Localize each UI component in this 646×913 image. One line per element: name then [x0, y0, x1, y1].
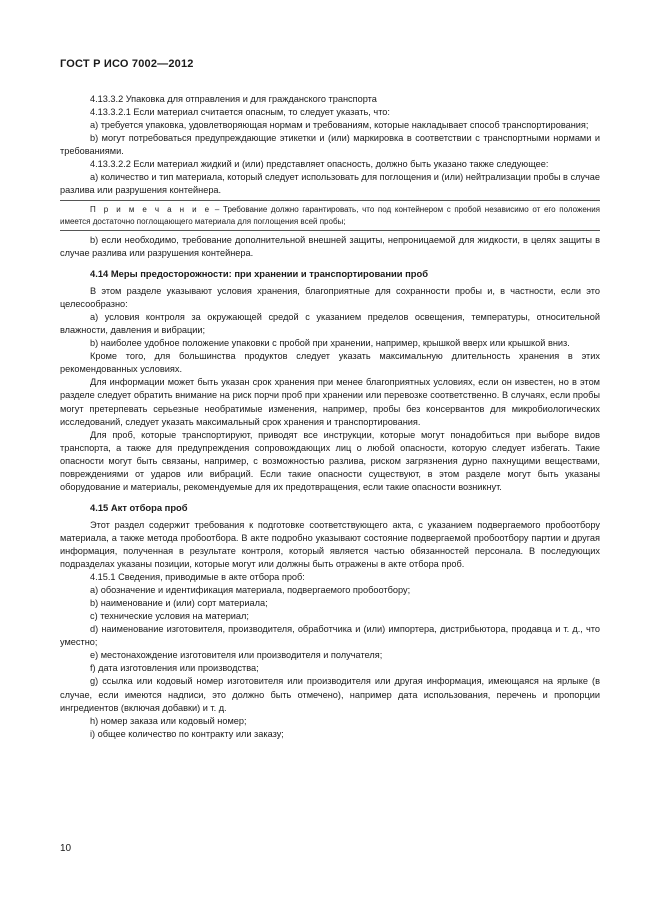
list-item: d) наименование изготовителя, производителя, обработчика и (или) импортера, дистрибьютора, продавца и т. д., что уместно; — [60, 624, 600, 648]
paragraph: Для информации может быть указан срок хранения при менее благоприятных условиях, если он известен, но в этом разделе следует обратить внимание на риск порчи проб при хранении или перевозке соответственно. В случаях, если пробы могут претерпевать серьезные необратимые изменения, например, пробы без консервантов для микробиологических исследований, следует указать максимальный срок хранения и транспортирования. — [60, 377, 600, 427]
paragraph: 4.13.3.2.1 Если материал считается опасным, то следует указать, что: — [90, 107, 390, 118]
list-item: b) если необходимо, требование дополнительной внешней защиты, непроницаемой для жидкости, в целях защиты в случае разлива или разрушения контейнера. — [60, 234, 600, 259]
page-number: 10 — [60, 843, 72, 854]
list-item: e) местонахождение изготовителя или производителя и получателя; — [90, 650, 383, 661]
note-top-rule — [60, 200, 600, 201]
document-header: ГОСТ Р ИСО 7002—2012 — [60, 58, 194, 70]
note — [60, 204, 600, 227]
list-item: h) номер заказа или кодовый номер; — [90, 715, 247, 726]
list-item: c) технические условия на материал; — [90, 611, 249, 622]
list-item: a) количество и тип материала, который следует использовать для поглощения и (или) нейтрализации пробы в случае разлива или разрушения контейнера. — [60, 172, 601, 196]
page-body — [60, 93, 600, 741]
note-text: – Требование должно гарантировать, что под контейнером с пробой независимо от его положения имеется достаточно поглощающего материала для поглощения всей пробы; — [60, 205, 601, 226]
note-label: П р и м е ч а н и е — [90, 205, 212, 215]
note-bottom-rule — [60, 230, 600, 231]
paragraph: Для проб, которые транспортируют, приводят все инструкции, которые могут понадобиться при выборе видов транспорта, а также для предупреждения сопровождающих лиц о любой опасности, которую следует избегать. Такие опасности могут быть связаны, например, с возможностью разлива, риском загрязнения дурно пахнущими веществами, повреждениями от ударов или вибраций. Если такие опасности существуют, в этом разделе могут быть указаны оборудование и материалы, рекомендуемые для их предотвращения, если такие опасности возникнут. — [60, 429, 600, 492]
list-item: g) ссылка или кодовый номер изготовителя или производителя или другая информация, имеющаяся на ярлыке (в случае, если имеются надписи, это должно быть отмечено), например дата использования, перечень и пропорции ингредиентов (включая добавки) и т. д. — [60, 676, 600, 713]
list-item: b) наименование и (или) сорт материала; — [90, 598, 268, 609]
paragraph: 4.15.1 Сведения, приводимые в акте отбора проб: — [90, 572, 305, 583]
paragraph: 4.13.3.2 Упаковка для отправления и для гражданского транспорта — [90, 94, 377, 104]
list-item: b) могут потребоваться предупреждающие этикетки и (или) маркировка в соответствии с транспортными нормами и требованиями. — [60, 133, 600, 157]
paragraph: Этот раздел содержит требования к подготовке соответствующего акта, с указанием подвергаемого пробоотбору материала, а также метода пробоотбора. В акте подробно указывают состояние подвергаемой пробоотбору партии и другая информация, полученная в результате контроля, который является частью обязанностей персонала. В последующих подразделах указаны позиции, которые могут или должны быть отражены в акте отбора проб. — [60, 519, 600, 570]
paragraph: 4.13.3.2.2 Если материал жидкий и (или) представляет опасность, должно быть указано также следующее: — [90, 159, 549, 170]
paragraph: В этом разделе указывают условия хранения, благоприятные для сохранности пробы и, в частности, если это целесообразно: — [60, 286, 600, 310]
list-item: a) требуется упаковка, удовлетворяющая нормам и требованиям, которые накладывает способ транспортирования; — [90, 120, 589, 131]
list-item: b) наиболее удобное положение упаковки с пробой при хранении, например, крышкой вверх или крышкой вниз. — [90, 338, 570, 349]
paragraph: Кроме того, для большинства продуктов следует указать максимальную длительность хранения в этих рекомендованных условиях. — [60, 351, 600, 375]
list-item: f) дата изготовления или производства; — [90, 663, 259, 674]
section-heading-4-14: 4.14 Меры предосторожности: при хранении и транспортировании проб — [90, 268, 429, 280]
section-heading-4-15: 4.15 Акт отбора проб — [90, 501, 188, 513]
list-item: a) условия контроля за окружающей средой с указанием пределов освещения, температуры, относительной влажности, давления и вибрации; — [60, 312, 600, 336]
list-item: i) общее количество по контракту или заказу; — [90, 728, 284, 739]
list-item: a) обозначение и идентификация материала, подвергаемого пробоотбору; — [90, 585, 411, 596]
